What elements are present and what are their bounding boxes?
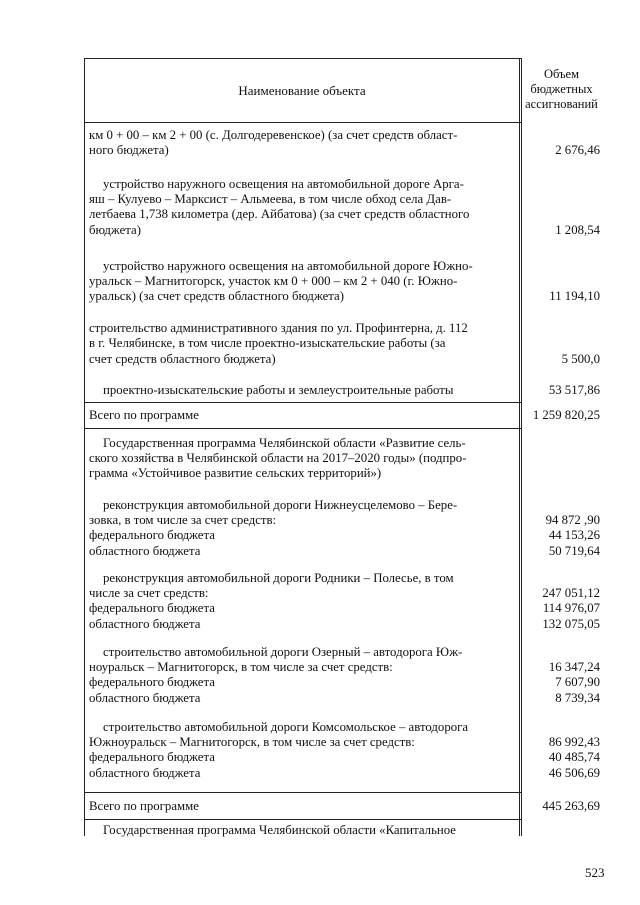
row-value: 11 194,10 [549,289,600,303]
row-value: 16 347,24 [548,660,600,674]
total-value: 1 259 820,25 [532,408,600,422]
row-value: 114 976,07 [542,601,600,616]
row-value: 50 719,64 [548,543,600,558]
total-label: Всего по программе [89,799,199,813]
row-value: 132 075,05 [542,616,600,631]
row-line: счет средств областного бюджета) [89,351,276,366]
column-divider [519,59,520,836]
row-value: 86 992,43 [548,735,600,749]
row-line: реконструкция автомобильной дороги Нижнеусцелемово – Бере- [103,498,458,512]
row-line: зовка, в том числе за счет средств: [89,513,277,527]
row-line: уральск) (за счет средств областного бюджета) [89,289,344,304]
row-name [89,321,515,367]
row-separator [85,819,521,820]
row-name [89,383,515,398]
budget-table [84,58,600,837]
row-line: проектно-изыскательские работы и землеустроительные работы [103,383,454,397]
row-line: реконструкция автомобильной дороги Родники – Полесье, в том [103,571,454,585]
row-name [89,274,515,305]
row-line: км 0 + 00 – км 2 + 00 (с. Долгодеревенское) (за счет средств област- [89,128,458,142]
row-value-group [521,586,600,632]
row-value: 53 517,86 [548,383,600,397]
row-line: уральск – Магнитогорск, участок км 0 + 000 – км 2 + 040 (г. Южно- [89,274,458,288]
total-value: 445 263,69 [542,799,600,813]
row-line: числе за счет средств: [89,586,209,600]
row-line: строительство автомобильной дороги Озерный – автодорога Юж- [103,645,463,659]
row-value-group [521,735,600,781]
row-name [89,735,515,781]
header-volume-line: бюджетных [530,82,593,96]
row-value: 7 607,90 [555,675,600,690]
row-value: 40 485,74 [548,750,600,765]
row-line: в г. Челябинске, в том числе проектно-изыскательские работы (за [89,336,446,351]
row-value: 94 872 ,90 [545,513,600,527]
row-line: областного бюджета [89,616,201,631]
row-line: грамма «Устойчивое развитие сельских территорий») [89,466,382,481]
program-title [89,436,515,451]
header-volume-line: Объем [544,67,579,81]
row-name [89,192,515,238]
row-line: устройство наружного освещения на автомобильной дороге Южно- [103,259,473,273]
header-name-col: Наименование объекта [238,83,366,98]
row-line: Южноуральск – Магнитогорск, в том числе за счет средств: [89,735,415,749]
row-separator [85,428,521,429]
row-line: Государственная программа Челябинской области «Развитие сель- [103,436,466,450]
row-separator [85,402,521,403]
row-name [89,660,515,706]
row-name [89,259,515,274]
row-line: строительство административного здания по ул. Профинтерна, д. 112 [89,321,468,335]
row-line: федерального бюджета [89,675,215,690]
row-value: 46 506,69 [548,765,600,780]
row-separator [85,792,521,793]
row-value: 5 500,0 [561,352,600,366]
row-value: 8 739,34 [555,690,600,705]
row-line: летбаева 1,738 километра (дер. Айбатова) (за счет средств областного [89,207,470,222]
row-line: областного бюджета [89,543,201,558]
row-line: ного бюджета) [89,143,169,158]
total-label: Всего по программе [89,408,199,422]
row-name [89,571,515,586]
row-line: ноуральск – Магнитогорск, в том числе за счет средств: [89,660,393,674]
header-volume-line: ассигнований [525,97,598,111]
row-name [89,177,515,192]
row-name [89,720,515,735]
row-line: областного бюджета [89,765,201,780]
row-name [89,128,515,159]
row-name [89,645,515,660]
row-value: 44 153,26 [548,528,600,543]
row-name [89,586,515,632]
row-value: 1 208,54 [555,223,600,237]
row-name [89,498,515,513]
row-line: строительство автомобильной дороги Комсомольское – автодорога [103,720,469,734]
row-line: областного бюджета [89,690,201,705]
row-value: 2 676,46 [555,143,600,157]
row-value: 247 051,12 [542,586,600,600]
row-line: ского хозяйства в Челябинской области на 2017–2020 годы» (подпро- [89,451,467,465]
row-value-group [521,513,600,559]
row-line: федерального бюджета [89,601,215,616]
row-value-group [521,660,600,706]
header-volume-col [520,67,603,112]
header-separator [85,122,521,123]
row-line: федерального бюджета [89,750,215,765]
row-line: яш – Кулуево – Марксист – Альмеева, в том числе обход села Дав- [89,192,452,206]
page-number: 523 [585,865,605,880]
program-title: Государственная программа Челябинской области «Капитальное [103,823,456,837]
row-name [89,513,515,559]
row-line: бюджета) [89,222,141,237]
row-line: федерального бюджета [89,528,215,543]
program-title [89,451,515,482]
row-line: устройство наружного освещения на автомобильной дороге Арга- [103,177,464,191]
